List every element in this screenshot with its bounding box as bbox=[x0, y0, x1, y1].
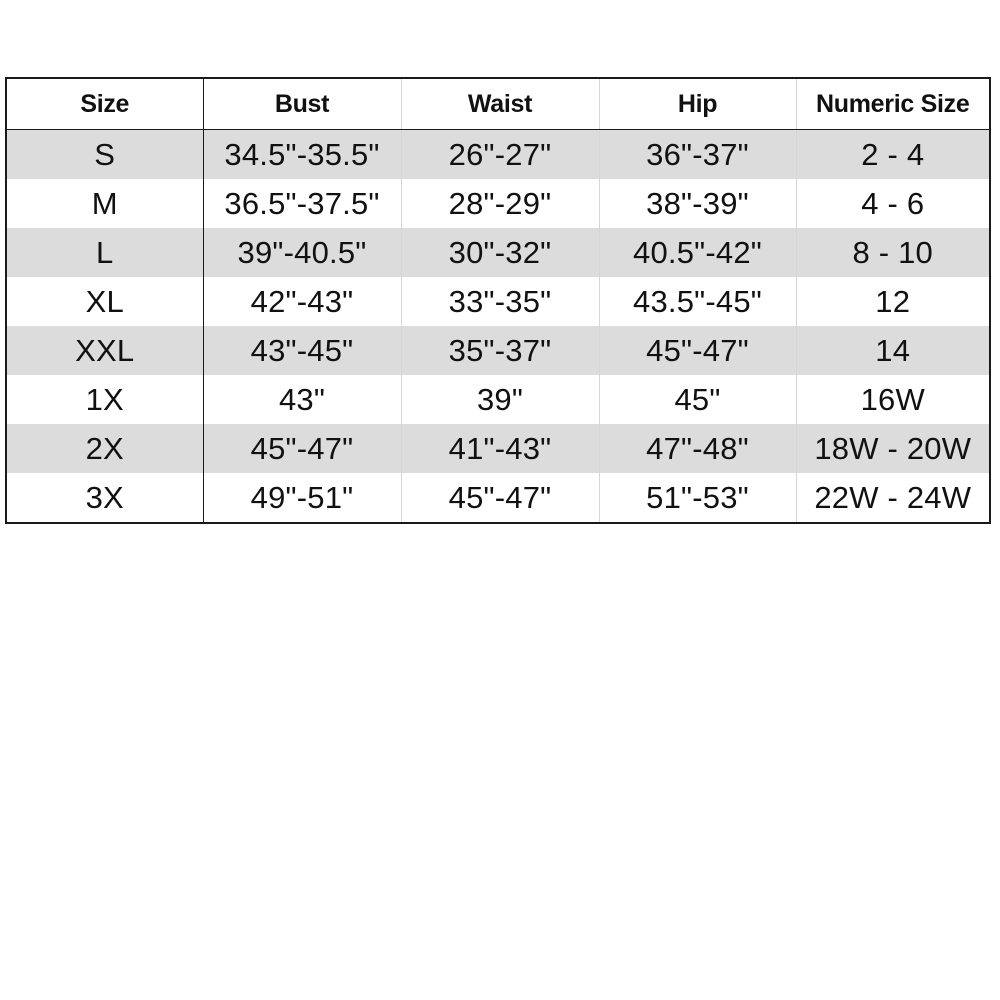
cell-bust: 36.5"-37.5" bbox=[203, 179, 401, 228]
table-row bbox=[6, 179, 990, 228]
cell-numeric-size: 8 - 10 bbox=[796, 228, 990, 277]
cell-size: M bbox=[6, 179, 203, 228]
cell-bust: 39"-40.5" bbox=[203, 228, 401, 277]
table-row bbox=[6, 424, 990, 473]
header-bust: Bust bbox=[203, 78, 401, 130]
table-row bbox=[6, 473, 990, 523]
cell-numeric-size: 16W bbox=[796, 375, 990, 424]
cell-hip: 47"-48" bbox=[599, 424, 796, 473]
table-row bbox=[6, 277, 990, 326]
cell-numeric-size: 2 - 4 bbox=[796, 130, 990, 180]
cell-waist: 45"-47" bbox=[401, 473, 599, 523]
cell-numeric-size: 22W - 24W bbox=[796, 473, 990, 523]
cell-waist: 35"-37" bbox=[401, 326, 599, 375]
cell-waist: 26"-27" bbox=[401, 130, 599, 180]
cell-bust: 49"-51" bbox=[203, 473, 401, 523]
header-row bbox=[6, 78, 990, 130]
cell-numeric-size: 12 bbox=[796, 277, 990, 326]
header-numeric-size: Numeric Size bbox=[796, 78, 990, 130]
cell-hip: 40.5"-42" bbox=[599, 228, 796, 277]
cell-hip: 43.5"-45" bbox=[599, 277, 796, 326]
table-row bbox=[6, 326, 990, 375]
cell-size: 2X bbox=[6, 424, 203, 473]
cell-hip: 51"-53" bbox=[599, 473, 796, 523]
cell-size: L bbox=[6, 228, 203, 277]
cell-bust: 43"-45" bbox=[203, 326, 401, 375]
cell-hip: 38"-39" bbox=[599, 179, 796, 228]
cell-numeric-size: 14 bbox=[796, 326, 990, 375]
cell-numeric-size: 4 - 6 bbox=[796, 179, 990, 228]
cell-bust: 34.5"-35.5" bbox=[203, 130, 401, 180]
cell-waist: 30"-32" bbox=[401, 228, 599, 277]
cell-bust: 43" bbox=[203, 375, 401, 424]
cell-waist: 41"-43" bbox=[401, 424, 599, 473]
cell-size: S bbox=[6, 130, 203, 180]
header-size: Size bbox=[6, 78, 203, 130]
table-row bbox=[6, 375, 990, 424]
cell-size: XL bbox=[6, 277, 203, 326]
cell-waist: 39" bbox=[401, 375, 599, 424]
size-chart-table bbox=[5, 77, 991, 524]
cell-size: 1X bbox=[6, 375, 203, 424]
cell-waist: 33"-35" bbox=[401, 277, 599, 326]
cell-numeric-size: 18W - 20W bbox=[796, 424, 990, 473]
cell-hip: 36"-37" bbox=[599, 130, 796, 180]
size-chart-body bbox=[6, 130, 990, 524]
cell-size: XXL bbox=[6, 326, 203, 375]
cell-bust: 42"-43" bbox=[203, 277, 401, 326]
table-row bbox=[6, 130, 990, 180]
cell-hip: 45"-47" bbox=[599, 326, 796, 375]
cell-size: 3X bbox=[6, 473, 203, 523]
table-row bbox=[6, 228, 990, 277]
cell-bust: 45"-47" bbox=[203, 424, 401, 473]
header-waist: Waist bbox=[401, 78, 599, 130]
header-hip: Hip bbox=[599, 78, 796, 130]
size-chart-header bbox=[6, 78, 990, 130]
cell-waist: 28"-29" bbox=[401, 179, 599, 228]
cell-hip: 45" bbox=[599, 375, 796, 424]
